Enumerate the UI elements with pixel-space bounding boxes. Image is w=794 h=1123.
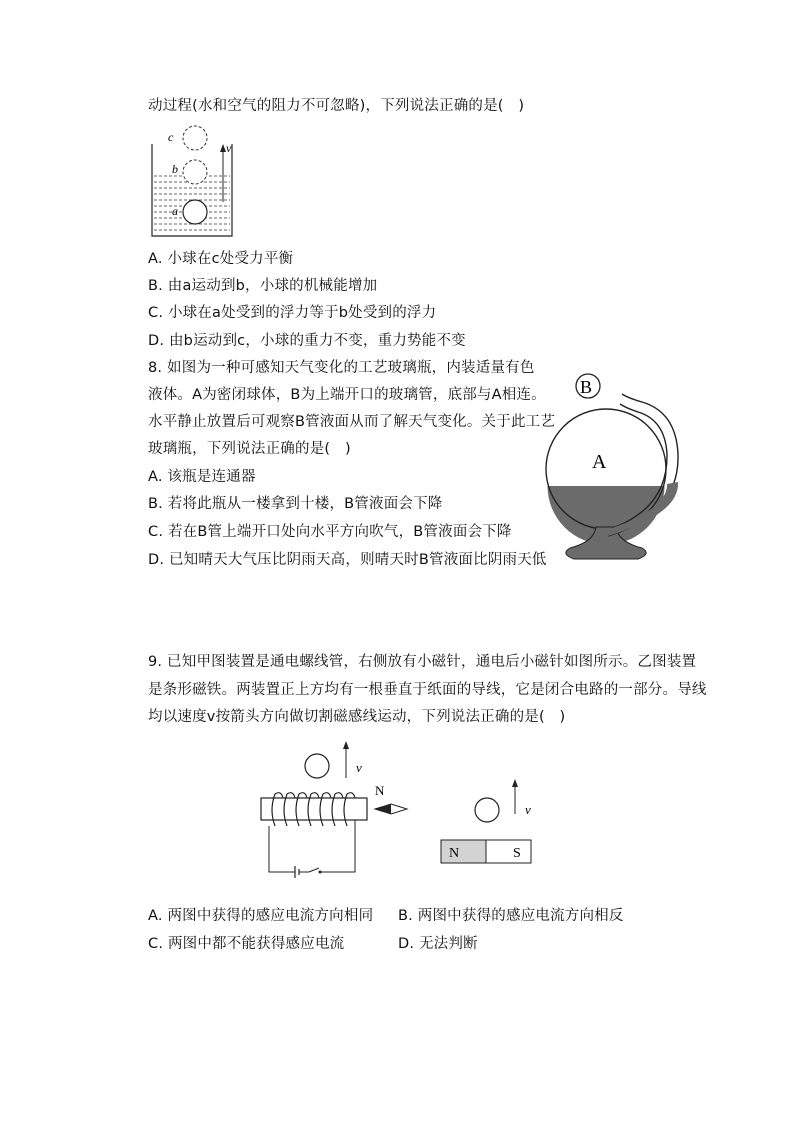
q7-stem-tail: 动过程(水和空气的阻力不可忽略)，下列说法正确的是( ) xyxy=(148,98,525,114)
magnet-south-half xyxy=(486,840,531,863)
q9-option-b: B. 两图中获得的感应电流方向相反 xyxy=(398,908,624,924)
wire-right xyxy=(475,798,499,822)
q9-stem-line-3: 均以速度v按箭头方向做切割磁感线运动，下列说法正确的是( ) xyxy=(148,709,566,725)
label-v2: v xyxy=(525,802,531,817)
ball-c xyxy=(183,126,207,150)
q9-stem-line-1: 9. 已知甲图装置是通电螺线管，右侧放有小磁针，通电后小磁针如图所示。乙图装置 xyxy=(148,654,697,670)
label-c: c xyxy=(168,130,174,144)
q9-option-d: D. 无法判断 xyxy=(398,936,478,952)
q9-option-a: A. 两图中获得的感应电流方向相同 xyxy=(148,908,374,924)
q9-figure xyxy=(255,738,555,888)
q8-stem-line-2: 液体。A为密闭球体，B为上端开口的玻璃管，底部与A相连。 xyxy=(148,387,546,403)
ball-b xyxy=(183,160,207,184)
q8-stem-line-3: 水平静止放置后可观察B管液面从而了解天气变化。关于此工艺 xyxy=(148,414,556,430)
q9-stem-line-2: 是条形磁铁。两装置正上方均有一根垂直于纸面的导线，它是闭合电路的一部分。导线 xyxy=(148,682,707,698)
ball-a xyxy=(183,200,207,224)
q9-option-c: C. 两图中都不能获得感应电流 xyxy=(148,936,345,952)
magnet-N: N xyxy=(449,846,460,861)
q7-option-a: A. 小球在c处受力平衡 xyxy=(148,251,294,267)
q8-figure-glass-bottle xyxy=(540,364,690,564)
q8-stem-line-1: 8. 如图为一种可感知天气变化的工艺玻璃瓶，内装适量有色 xyxy=(148,360,535,376)
label-v: v xyxy=(226,141,232,155)
magnet-north-half xyxy=(441,840,486,863)
q8-option-a: A. 该瓶是连通器 xyxy=(148,469,256,485)
q8-option-b: B. 若将此瓶从一楼拿到十楼，B管液面会下降 xyxy=(148,496,443,512)
label-v1: v xyxy=(356,760,362,775)
label-b: b xyxy=(172,162,178,176)
q8-stem-line-4: 玻璃瓶，下列说法正确的是( ) xyxy=(148,441,351,457)
q7-option-d: D. 由b运动到c，小球的重力不变，重力势能不变 xyxy=(148,333,466,349)
label-needle-N: N xyxy=(375,783,385,798)
label-A: A xyxy=(592,451,607,473)
q7-figure xyxy=(148,122,248,242)
label-B: B xyxy=(580,377,593,397)
q7-option-c: C. 小球在a处受到的浮力等于b处受到的浮力 xyxy=(148,305,437,321)
label-a: a xyxy=(172,204,178,218)
q8-option-d: D. 已知晴天大气压比阴雨天高，则晴天时B管液面比阴雨天低 xyxy=(148,552,547,568)
wire-left xyxy=(305,754,329,778)
magnet-S: S xyxy=(513,846,521,861)
q8-option-c: C. 若在B管上端开口处向水平方向吹气，B管液面会下降 xyxy=(148,524,512,540)
q7-option-b: B. 由a运动到b，小球的机械能增加 xyxy=(148,278,378,294)
